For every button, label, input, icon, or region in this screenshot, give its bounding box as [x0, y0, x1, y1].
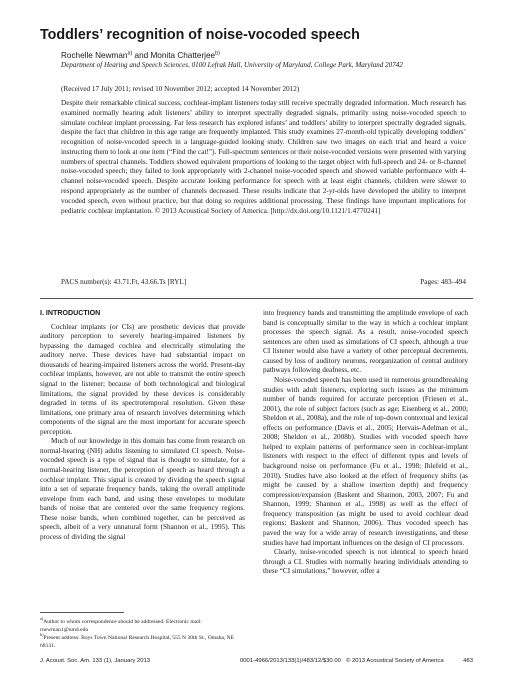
journal-citation: J. Acoust. Soc. Am. 133 (1), January 2013 [40, 658, 151, 664]
footnote-mark: b) [215, 50, 220, 57]
right-column [263, 309, 468, 577]
footnote [40, 616, 245, 634]
article-code: 0001-4966/2013/133(1)/483/12/$30.00 [240, 658, 341, 664]
divider [40, 298, 473, 299]
page-range: Pages: 483–494 [420, 278, 466, 286]
pacs-numbers: PACS number(s): 43.71.Ft, 43.66.Ts [RYL] [61, 278, 187, 286]
article-title: Toddlers’ recognition of noise-vocoded speech [40, 27, 360, 43]
paragraph: Noise-vocoded speech has been used in numerous groundbreaking studies with adult listeners, exploring such issues as the minimum number of bands required for accurate perception (Friesen et al., 2001), the role of subject factors (such as age; Eisenberg et al., 2000; Sheldon et al., 2008a), and the role of top-down contextual and lexical effects on performance (Davis et al., 2005; Hervais-Adelman et al., 2008; Sheldon et al., 2008b). Studies with vocoded speech have helped to explain patterns of performance seen in cochlear-implant listeners with respect to the effect of different types and levels of background noise on performance (Fu et al., 1998; Ihlefeld et al., 2010). Studies have also looked at the effect of frequency shifts (as might be caused by a shallow insertion depth) and frequency compression/expansion (Baskent and Shannon, 2003, 2007; Fu and Shannon, 1999; Shannon et al., 1998) as well as the effect of frequency transposition (as might be used to avoid cochlear dead regions; Baskent and Shannon, 2006). Thus vocoded speech has paved the way for a wide array of research investigations, and these studies have had important influences on the design of CI processors. [263, 375, 468, 547]
footnote-mark: a) [40, 616, 44, 622]
section-heading: I. INTRODUCTION [40, 309, 101, 317]
paragraph: into frequency bands and transmitting the amplitude envelope of each band is conceptually similar to the way in which a cochlear implant processes the speech signal. As a result, noise-vocoded speech sentences are often used as simulations of CI speech, although a true CI listener would also have a variety of other perceptual decrements, caused by loss of auditory neurons, reorganization of central auditory pathways following deafness, etc. [263, 309, 468, 375]
abstract: Despite their remarkable clinical success, cochlear-implant listeners today still receive spectrally degraded information. Much research has examined normally hearing adult listeners’ ability to interpret spectrally degraded signals, primarily using noise-vocoded speech to simulate cochlear implant processing. Far less research has explored infants’ and toddlers’ ability to interpret spectrally degraded signals, despite the fact that children in this age range are frequently implanted. This study examines 27-month-old typically developing toddlers’ recognition of noise-vocoded speech in a language-guided looking study. Children saw two images on each trial and heard a voice instructing them to look at one item (“Find the cat!”). Full-spectrum sentences or their noise-vocoded versions were presented with varying numbers of spectral channels. Toddlers showed equivalent proportions of looking to the target object with full-speech and 24- or 8-channel noise-vocoded speech; they failed to look appropriately with 2-channel noise-vocoded speech and showed variable performance with 4-channel noise-vocoded speech. Despite accurate looking performance for speech with at least eight channels, children were slower to respond appropriately as the number of channels decreased. These results indicate that 2-yr-olds have developed the ability to interpret vocoded speech, even without practice, but that doing so requires additional processing. These findings have important implications for pediatric cochlear implantation. © 2013 Acoustical Society of America. [http://dx.doi.org/10.1121/1.4770241] [61, 99, 466, 215]
author-line [61, 50, 481, 61]
footnote-divider [40, 612, 124, 613]
author-name: Rochelle Newman [61, 51, 128, 60]
footnote-text: Present address: Boys Town National Research Hospital, 555 N 30th St., Omaha, NE 68131. [40, 635, 235, 649]
affiliation: Department of Hearing and Speech Sciences, 0100 Lefrak Hall, University of Maryland, College Park, Maryland 20742 [61, 61, 403, 69]
copyright: © 2013 Acoustical Society of America [346, 658, 444, 664]
footnotes [40, 616, 245, 651]
paragraph: Cochlear implants (or CIs) are prosthetic devices that provide auditory perception to severely hearing-impaired listeners by bypassing the damaged cochlea and electrically stimulating the auditory nerve. These devices have had substantial impact on thousands of hearing-impaired listeners across the world. Present-day cochlear implants, however, are not able to transmit the entire speech signal to the listener; because of both technological and biological limitations, the signal provided by these devices is considerably degraded in terms of its spectrotemporal resolution. Given these limitations, one primary area of research involves determining which components of the signal are the most important for accurate speech perception. [40, 322, 245, 436]
paragraph: Clearly, noise-vocoded speech is not identical to speech heard through a CI. Studies with normally hearing individuals attending to these “CI simulations,” however, offer a [263, 548, 468, 576]
received-dates: (Received 17 July 2011; revised 10 November 2012; accepted 14 November 2012) [61, 85, 300, 93]
footnote [40, 632, 245, 650]
page-number: 483 [463, 658, 473, 664]
author-name: Monita Chatterjee [150, 51, 216, 60]
left-column [40, 309, 245, 543]
paragraph: Much of our knowledge in this domain has come from research on normal-hearing (NH) adults listening to simulated CI speech. Noise-vocoded speech is a type of signal that is thought to simulate, for a normal-hearing listener, the perception of speech as heard through a cochlear implant. This signal is created by dividing the speech signal into a set of separate frequency bands, taking the overall amplitude envelope from each band, and using these envelopes to modulate bands of noise that are centered over the same frequency regions. These noise bands, when combined together, can be perceived as speech, albeit of a very unnatural form (Shannon et al., 1995). This process of dividing the signal [40, 437, 245, 541]
footnote-mark: a) [127, 50, 133, 57]
footnote-text: Author to whom correspondence should be addressed. Electronic mail: rnewman1@umd.edu [40, 619, 202, 633]
footnote-mark: b) [40, 632, 44, 638]
author-conjunction: and [132, 51, 151, 60]
page-footer [40, 656, 473, 666]
